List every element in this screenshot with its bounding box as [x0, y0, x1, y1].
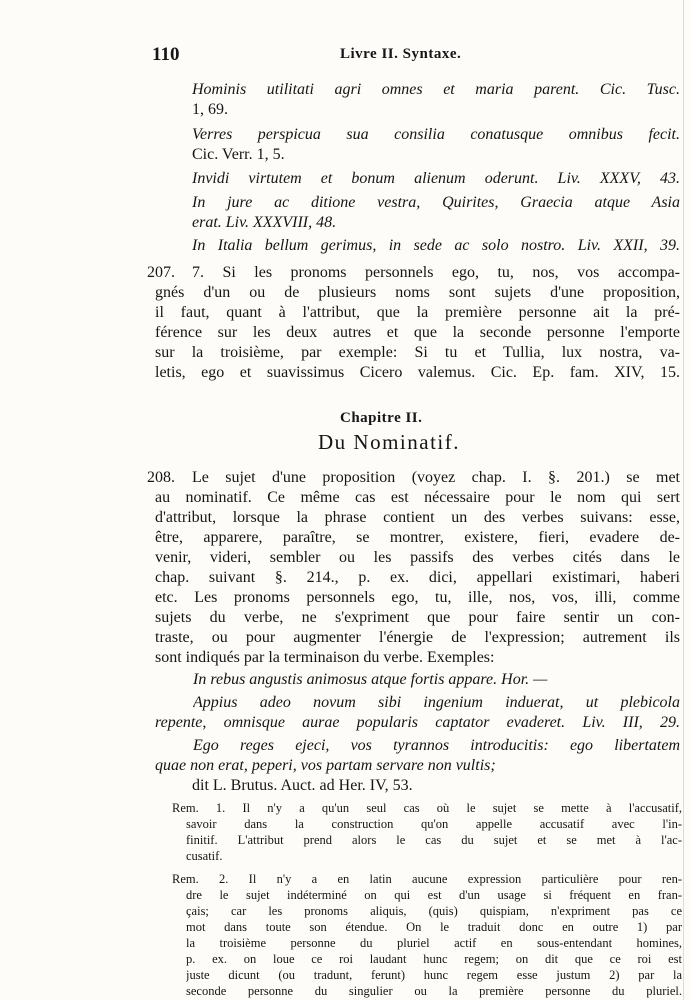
- paragraph-line: être, apparere, paraître, se montrer, existere, fieri, evadere de-: [155, 529, 680, 546]
- example-line: erat. Liv. XXXVIII, 48.: [192, 214, 337, 231]
- remark-line: juste dicunt (ou tradunt, ferunt) hunc regem esse justum 2) par la: [186, 968, 682, 982]
- paragraph-line: traste, ou pour augmenter l'énergie de l'expression; autrement ils: [155, 629, 680, 646]
- example-line: Cic. Verr. 1, 5.: [192, 146, 285, 163]
- example-line: In rebus angustis animosus atque fortis appare. Hor. —: [193, 671, 548, 688]
- chapter-label: Chapitre II.: [340, 410, 423, 426]
- paragraph-line: gnés d'un ou de plusieurs noms sont sujets d'une proposition,: [155, 284, 680, 301]
- paragraph-line: férence sur les deux autres et que la seconde personne l'emporte: [155, 324, 680, 341]
- page-edge-rule: [683, 0, 684, 1000]
- page-number: 110: [152, 44, 180, 65]
- chapter-title: Du Nominatif.: [318, 430, 460, 454]
- example-line: 1, 69.: [192, 101, 228, 118]
- paragraph-line: sujets du verbe, ne s'expriment que pour faire sentir un con-: [155, 609, 680, 626]
- remark-line: la troisième personne du pluriel actif en sous-entendant homines,: [186, 936, 682, 950]
- paragraph-number: 208.: [147, 469, 175, 486]
- remark-line: çais; car les pronoms aliquis, (quis) quispiam, n'expriment pas ce: [186, 904, 682, 918]
- remark-line: Rem. 1. Il n'y a qu'un seul cas où le sujet se mette à l'accusatif,: [172, 801, 682, 815]
- example-line: quae non erat, peperi, vos partam servare non vultis;: [155, 757, 496, 774]
- example-line: repente, omnisque aurae popularis captator evaderet. Liv. III, 29.: [155, 714, 680, 731]
- paragraph-line: sur la troisième, par exemple: Si tu et Tullia, lux nostra, va-: [155, 344, 680, 361]
- example-line: Invidi virtutem et bonum alienum oderunt. Liv. XXXV, 43.: [192, 170, 680, 187]
- paragraph-line: 7. Si les pronoms personnels ego, tu, nos, vos accompa-: [192, 264, 680, 281]
- page-header: [150, 44, 680, 72]
- remark-line: p. ex. on loue ce roi laudant hunc regem; on dit que ce roi est: [186, 952, 682, 966]
- remark-line: seconde personne du singulier ou la première personne du pluriel.: [186, 984, 682, 998]
- paragraph-line: il faut, quant à l'attribut, que la première personne ait la pré-: [155, 304, 680, 321]
- remark-line: mot dans toute son étendue. On le traduit donc en outre 1) par: [186, 920, 682, 934]
- paragraph-line: d'attribut, lorsque la phrase contient un des verbes suivans: esse,: [155, 509, 680, 526]
- running-head: Livre II. Syntaxe.: [340, 46, 462, 62]
- paragraph-number: 207.: [147, 264, 175, 281]
- remark-line: finitif. L'attribut prend alors le cas du sujet et se met à l'ac-: [186, 833, 682, 847]
- remark-line: dre le sujet indéterminé on qui est d'un usage si fréquent en fran-: [186, 888, 682, 902]
- paragraph-line: Le sujet d'une proposition (voyez chap. I. §. 201.) se met: [192, 469, 680, 486]
- paragraph-line: venir, videri, sembler ou les passifs des verbes cités dans le: [155, 549, 680, 566]
- paragraph-line: etc. Les pronoms personnels ego, tu, ille, nos, vos, illi, comme: [155, 589, 680, 606]
- example-line: Hominis utilitati agri omnes et maria parent. Cic. Tusc.: [192, 81, 680, 98]
- paragraph-line: au nominatif. Ce même cas est nécessaire pour le nom qui sert: [155, 489, 680, 506]
- remark-line: cusatif.: [186, 849, 223, 863]
- example-line: Ego reges ejeci, vos tyrannos introducitis: ego libertatem: [193, 737, 680, 754]
- paragraph-line: chap. suivant §. 214., p. ex. dici, appellari existimari, haberi: [155, 569, 680, 586]
- paragraph-line: letis, ego et suavissimus Cicero valemus. Cic. Ep. fam. XIV, 15.: [155, 364, 680, 381]
- example-line: In Italia bellum gerimus, in sede ac solo nostro. Liv. XXII, 39.: [192, 237, 680, 254]
- example-line: dit L. Brutus. Auct. ad Her. IV, 53.: [192, 777, 413, 794]
- remark-line: Rem. 2. Il n'y a en latin aucune expression particulière pour ren-: [172, 872, 682, 886]
- example-line: In jure ac ditione vestra, Quirites, Graecia atque Asia: [192, 194, 680, 211]
- example-line: Verres perspicua sua consilia conatusque omnibus fecit.: [192, 126, 680, 143]
- remark-line: savoir dans la construction qu'on appelle accusatif avec l'in-: [186, 817, 682, 831]
- paragraph-line: sont indiqués par la terminaison du verbe. Exemples:: [155, 649, 495, 666]
- example-line: Appius adeo novum sibi ingenium induerat, ut plebicola: [193, 694, 680, 711]
